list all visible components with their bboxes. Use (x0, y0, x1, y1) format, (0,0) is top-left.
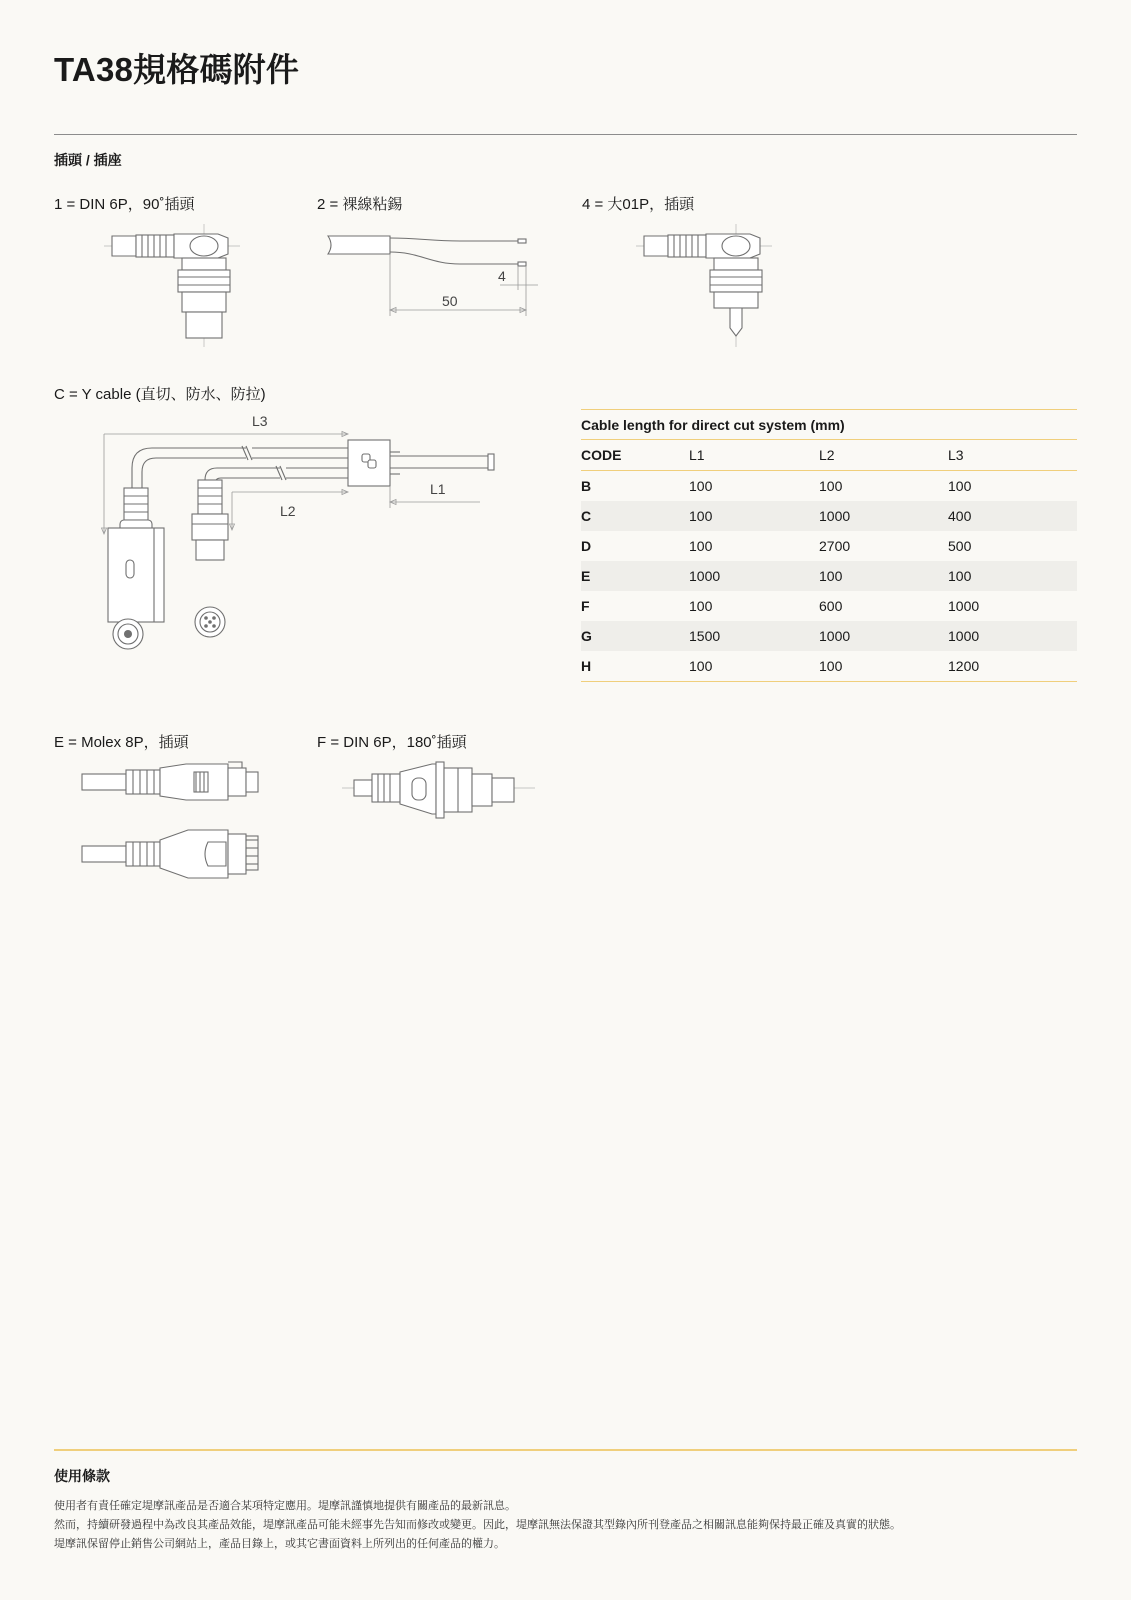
terms-line: 使用者有責任確定堤摩訊產品是否適合某項特定應用。堤摩訊謹慎地提供有關產品的最新訊息。 (54, 1500, 516, 1512)
table-cell: 100 (689, 538, 713, 554)
table-cell: 100 (948, 561, 1077, 591)
molex8p-drawing (78, 758, 268, 888)
table-cell: 100 (819, 478, 843, 494)
cable-length-table (581, 409, 1077, 682)
section-title: 插頭 / 插座 (54, 152, 122, 168)
bare-wire-drawing (320, 228, 540, 323)
dimension-l1: L1 (430, 481, 446, 497)
table-caption: Cable length for direct cut system (mm) (581, 409, 1077, 440)
dimension-50: 50 (442, 293, 458, 309)
table-row (581, 591, 1077, 621)
table-cell: G (581, 621, 689, 651)
figure-label-d01p: 4 = 大01P，插頭 (582, 196, 695, 213)
table-cell: 100 (689, 501, 819, 531)
table-cell: 100 (819, 651, 948, 682)
figure-label-molex8p: E = Molex 8P，插頭 (54, 734, 189, 751)
table-row (581, 531, 1077, 561)
table-cell: 1000 (689, 561, 819, 591)
table-cell: 100 (819, 561, 948, 591)
table-row (581, 561, 1077, 591)
table-header-row (581, 440, 1077, 471)
table-cell: 1000 (948, 621, 1077, 651)
header-l2: L2 (819, 440, 948, 471)
table-cell: 1000 (819, 621, 948, 651)
table-cell: E (581, 561, 689, 591)
page-title: TA38規格碼附件 (54, 51, 300, 88)
dimension-4: 4 (498, 268, 506, 284)
table-cell: 500 (948, 538, 972, 554)
table-cell: B (581, 478, 592, 494)
table-cell: H (581, 651, 689, 682)
table-cell: 1500 (689, 621, 819, 651)
din6p-180-drawing (340, 758, 540, 828)
terms-body (54, 1497, 901, 1554)
table-row (581, 471, 1077, 502)
table-cell: 2700 (819, 538, 851, 554)
figure-label-din6p-90: 1 = DIN 6P，90˚插頭 (54, 196, 195, 213)
terms-line: 堤摩訊保留停止銷售公司網站上，產品目錄上，或其它書面資料上所列出的任何產品的權力。 (54, 1538, 505, 1550)
header-l1: L1 (689, 440, 819, 471)
table-cell: 100 (689, 478, 713, 494)
header-divider (54, 134, 1077, 135)
table-cell: D (581, 538, 592, 554)
d01p-drawing (632, 222, 782, 352)
terms-title: 使用條款 (54, 1468, 110, 1484)
table-cell: 100 (689, 651, 819, 682)
dimension-l3: L3 (252, 413, 268, 429)
dimension-l2: L2 (280, 503, 296, 519)
din6p-90-drawing (100, 222, 250, 352)
terms-divider (54, 1449, 1077, 1451)
table-cell: 1000 (948, 598, 980, 614)
table-cell: 1200 (948, 651, 1077, 682)
table-cell: 100 (689, 598, 713, 614)
table-row (581, 501, 1077, 531)
table-cell: 100 (948, 478, 972, 494)
figure-label-din6p-180: F = DIN 6P，180˚插頭 (317, 734, 467, 751)
header-code: CODE (581, 440, 689, 471)
table-cell: 400 (948, 501, 1077, 531)
table-row (581, 621, 1077, 651)
table-cell: F (581, 598, 590, 614)
header-l3: L3 (948, 440, 1077, 471)
terms-line: 然而，持續研發過程中為改良其產品效能，堤摩訊產品可能未經事先告知而修改或變更。因此，堤摩訊無法保證其型錄內所刊登產品之相關訊息能夠保持最正確及真實的狀態。 (54, 1519, 901, 1531)
table-cell: 600 (819, 598, 843, 614)
table-cell: C (581, 501, 689, 531)
y-cable-drawing (90, 410, 510, 670)
figure-label-bare-wire: 2 = 裸線粘錫 (317, 196, 403, 213)
figure-label-y-cable: C = Y cable (直切、防水、防拉) (54, 386, 266, 403)
table-row (581, 651, 1077, 682)
table-cell: 1000 (819, 501, 948, 531)
